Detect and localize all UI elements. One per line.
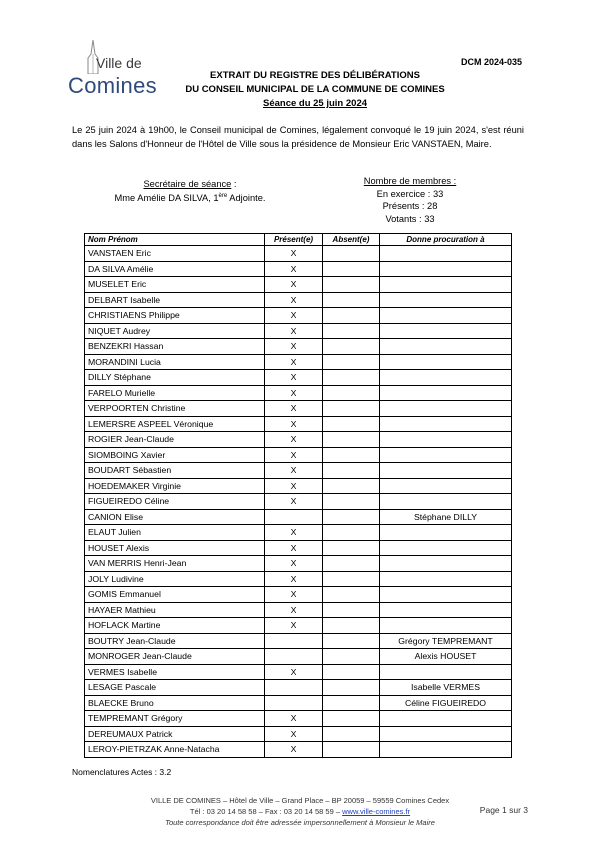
table-row [85, 633, 512, 649]
proxy-cell [380, 478, 512, 494]
present-cell: X [265, 354, 323, 370]
page-number: Page 1 sur 3 [479, 805, 528, 815]
table-row [85, 246, 512, 262]
present-cell: X [265, 711, 323, 727]
member-name-cell: MORANDINI Lucia [85, 354, 265, 370]
table-row [85, 571, 512, 587]
absent-cell [323, 525, 380, 541]
header-nom-prenom: Nom Prénom [85, 234, 265, 246]
absent-cell [323, 385, 380, 401]
proxy-cell: Céline FIGUEIREDO [380, 695, 512, 711]
membres-heading: Nombre de membres : [363, 176, 457, 186]
secretaire-colon: : [231, 179, 237, 189]
header-present: Présent(e) [265, 234, 323, 246]
secretaire-heading: Secrétaire de séance [143, 179, 232, 189]
table-row [85, 509, 512, 525]
page-footer [110, 795, 490, 828]
member-name-cell: GOMIS Emmanuel [85, 587, 265, 603]
present-cell: X [265, 463, 323, 479]
present-cell: X [265, 308, 323, 324]
absent-cell [323, 540, 380, 556]
member-name-cell: MONROGER Jean-Claude [85, 649, 265, 665]
table-row [85, 602, 512, 618]
member-name-cell: NIQUET Audrey [85, 323, 265, 339]
absent-cell [323, 742, 380, 758]
present-cell: X [265, 416, 323, 432]
absent-cell [323, 633, 380, 649]
absent-cell [323, 308, 380, 324]
member-name-cell: CHRISTIAENS Philippe [85, 308, 265, 324]
member-name-cell: ELAUT Julien [85, 525, 265, 541]
proxy-cell [380, 261, 512, 277]
present-cell: X [265, 540, 323, 556]
membres-presents: Présents : 28 [382, 201, 438, 211]
proxy-cell [380, 664, 512, 680]
proxy-cell [380, 401, 512, 417]
table-row [85, 726, 512, 742]
absent-cell [323, 370, 380, 386]
present-cell [265, 633, 323, 649]
attendance-table [84, 233, 512, 758]
present-cell: X [265, 556, 323, 572]
member-name-cell: TEMPREMANT Grégory [85, 711, 265, 727]
present-cell: X [265, 277, 323, 293]
member-name-cell: VERPOORTEN Christine [85, 401, 265, 417]
absent-cell [323, 602, 380, 618]
table-row [85, 556, 512, 572]
present-cell: X [265, 587, 323, 603]
title-registre: EXTRAIT DU REGISTRE DES DÉLIBÉRATIONS [210, 70, 420, 81]
member-name-cell: BOUTRY Jean-Claude [85, 633, 265, 649]
member-name-cell: LESAGE Pascale [85, 680, 265, 696]
member-name-cell: LEROY-PIETRZAK Anne-Natacha [85, 742, 265, 758]
footer-contact [110, 806, 490, 817]
proxy-cell: Grégory TEMPREMANT [380, 633, 512, 649]
proxy-cell [380, 292, 512, 308]
member-name-cell: BLAECKE Bruno [85, 695, 265, 711]
present-cell: X [265, 385, 323, 401]
absent-cell [323, 711, 380, 727]
present-cell: X [265, 447, 323, 463]
intro-paragraph: Le 25 juin 2024 à 19h00, le Conseil municipal de Comines, légalement convoqué le 19 juin 2024, s'est réuni dans les Salons d'Honneur de l'Hôtel de Ville sous la présidence de Monsieur Eric VANSTAEN, Maire. [72, 125, 524, 149]
present-cell: X [265, 292, 323, 308]
proxy-cell [380, 323, 512, 339]
table-row [85, 463, 512, 479]
proxy-cell [380, 540, 512, 556]
absent-cell [323, 587, 380, 603]
logo-ville-text: Ville de [96, 55, 142, 71]
present-cell: X [265, 602, 323, 618]
table-row [85, 432, 512, 448]
member-name-cell: VANSTAEN Eric [85, 246, 265, 262]
absent-cell [323, 556, 380, 572]
membres-exercice: En exercice : 33 [376, 188, 444, 199]
proxy-cell [380, 447, 512, 463]
absent-cell [323, 463, 380, 479]
table-row [85, 525, 512, 541]
secretaire-ordinal: ère [218, 193, 228, 199]
present-cell: X [265, 246, 323, 262]
header-absent: Absent(e) [323, 234, 380, 246]
table-row [85, 416, 512, 432]
table-header-row [85, 234, 512, 246]
footer-correspondence-note: Toute correspondance doit être adressée impersonnellement à Monsieur le Maire [165, 818, 435, 827]
proxy-cell [380, 726, 512, 742]
member-name-cell: HOEDEMAKER Virginie [85, 478, 265, 494]
proxy-cell [380, 246, 512, 262]
absent-cell [323, 494, 380, 510]
member-name-cell: ROGIER Jean-Claude [85, 432, 265, 448]
logo-comines-text: Comines [68, 73, 157, 98]
secretaire-name: Mme Amélie DA SILVA, 1 [114, 193, 219, 204]
absent-cell [323, 618, 380, 634]
member-name-cell: FIGUEIREDO Céline [85, 494, 265, 510]
proxy-cell [380, 587, 512, 603]
member-name-cell: CANION Elise [85, 509, 265, 525]
member-name-cell: DELBART Isabelle [85, 292, 265, 308]
present-cell: X [265, 742, 323, 758]
member-name-cell: SIOMBOING Xavier [85, 447, 265, 463]
proxy-cell [380, 494, 512, 510]
proxy-cell [380, 711, 512, 727]
present-cell: X [265, 525, 323, 541]
present-cell: X [265, 323, 323, 339]
absent-cell [323, 571, 380, 587]
absent-cell [323, 695, 380, 711]
table-row [85, 478, 512, 494]
present-cell: X [265, 370, 323, 386]
table-row [85, 292, 512, 308]
absent-cell [323, 354, 380, 370]
footer-phone-fax: Tél : 03 20 14 58 58 – Fax : 03 20 14 58 59 – [189, 807, 343, 816]
table-row [85, 401, 512, 417]
proxy-cell: Isabelle VERMES [380, 680, 512, 696]
absent-cell [323, 664, 380, 680]
table-row [85, 680, 512, 696]
table-row [85, 385, 512, 401]
absent-cell [323, 680, 380, 696]
member-name-cell: FARELO Murielle [85, 385, 265, 401]
table-row [85, 664, 512, 680]
proxy-cell [380, 354, 512, 370]
absent-cell [323, 261, 380, 277]
absent-cell [323, 416, 380, 432]
proxy-cell: Alexis HOUSET [380, 649, 512, 665]
present-cell: X [265, 261, 323, 277]
present-cell: X [265, 401, 323, 417]
member-name-cell: HOFLACK Martine [85, 618, 265, 634]
table-row [85, 339, 512, 355]
absent-cell [323, 726, 380, 742]
secretaire-role: Adjointe. [227, 193, 266, 204]
present-cell: X [265, 339, 323, 355]
secretaire-block [90, 178, 290, 204]
nomenclature-actes: Nomenclatures Actes : 3.2 [72, 767, 172, 777]
proxy-cell [380, 308, 512, 324]
present-cell: X [265, 571, 323, 587]
present-cell [265, 509, 323, 525]
proxy-cell [380, 277, 512, 293]
proxy-cell [380, 602, 512, 618]
absent-cell [323, 478, 380, 494]
table-row [85, 447, 512, 463]
table-row [85, 742, 512, 758]
member-name-cell: DEREUMAUX Patrick [85, 726, 265, 742]
member-name-cell: HAYAER Mathieu [85, 602, 265, 618]
title-conseil: DU CONSEIL MUNICIPAL DE LA COMMUNE DE COMINES [185, 84, 445, 95]
absent-cell [323, 509, 380, 525]
absent-cell [323, 246, 380, 262]
proxy-cell [380, 385, 512, 401]
absent-cell [323, 339, 380, 355]
table-row [85, 540, 512, 556]
member-name-cell: JOLY Ludivine [85, 571, 265, 587]
absent-cell [323, 323, 380, 339]
table-row [85, 711, 512, 727]
present-cell: X [265, 726, 323, 742]
proxy-cell [380, 742, 512, 758]
absent-cell [323, 401, 380, 417]
table-row [85, 354, 512, 370]
member-name-cell: VERMES Isabelle [85, 664, 265, 680]
absent-cell [323, 432, 380, 448]
proxy-cell [380, 370, 512, 386]
table-row [85, 649, 512, 665]
member-name-cell: BOUDART Sébastien [85, 463, 265, 479]
table-row [85, 695, 512, 711]
present-cell [265, 649, 323, 665]
member-name-cell: VAN MERRIS Henri-Jean [85, 556, 265, 572]
present-cell [265, 695, 323, 711]
present-cell: X [265, 664, 323, 680]
proxy-cell [380, 339, 512, 355]
proxy-cell [380, 463, 512, 479]
table-row [85, 308, 512, 324]
proxy-cell [380, 618, 512, 634]
table-row [85, 261, 512, 277]
membres-block [330, 175, 490, 225]
member-name-cell: DILLY Stéphane [85, 370, 265, 386]
absent-cell [323, 447, 380, 463]
member-name-cell: BENZEKRI Hassan [85, 339, 265, 355]
proxy-cell [380, 556, 512, 572]
present-cell [265, 680, 323, 696]
absent-cell [323, 277, 380, 293]
present-cell: X [265, 618, 323, 634]
document-titles [120, 69, 510, 111]
table-row [85, 618, 512, 634]
membres-votants: Votants : 33 [385, 213, 435, 224]
proxy-cell [380, 571, 512, 587]
deliberation-reference: DCM 2024-035 [460, 57, 522, 67]
proxy-cell [380, 525, 512, 541]
table-row [85, 587, 512, 603]
present-cell: X [265, 432, 323, 448]
proxy-cell [380, 432, 512, 448]
table-row [85, 323, 512, 339]
footer-address: VILLE DE COMINES – Hôtel de Ville – Grand Place – BP 20059 – 59559 Comines Cedex [150, 796, 450, 805]
title-seance: Séance du 25 juin 2024 [262, 98, 368, 109]
present-cell: X [265, 494, 323, 510]
table-row [85, 277, 512, 293]
present-cell: X [265, 478, 323, 494]
member-name-cell: DA SILVA Amélie [85, 261, 265, 277]
table-row [85, 494, 512, 510]
absent-cell [323, 292, 380, 308]
table-row [85, 370, 512, 386]
proxy-cell: Stéphane DILLY [380, 509, 512, 525]
proxy-cell [380, 416, 512, 432]
member-name-cell: LEMERSRE ASPEEL Véronique [85, 416, 265, 432]
member-name-cell: HOUSET Alexis [85, 540, 265, 556]
absent-cell [323, 649, 380, 665]
footer-website-link[interactable]: www.ville-comines.fr [342, 807, 411, 816]
member-name-cell: MUSELET Eric [85, 277, 265, 293]
header-procuration: Donne procuration à [380, 234, 512, 246]
